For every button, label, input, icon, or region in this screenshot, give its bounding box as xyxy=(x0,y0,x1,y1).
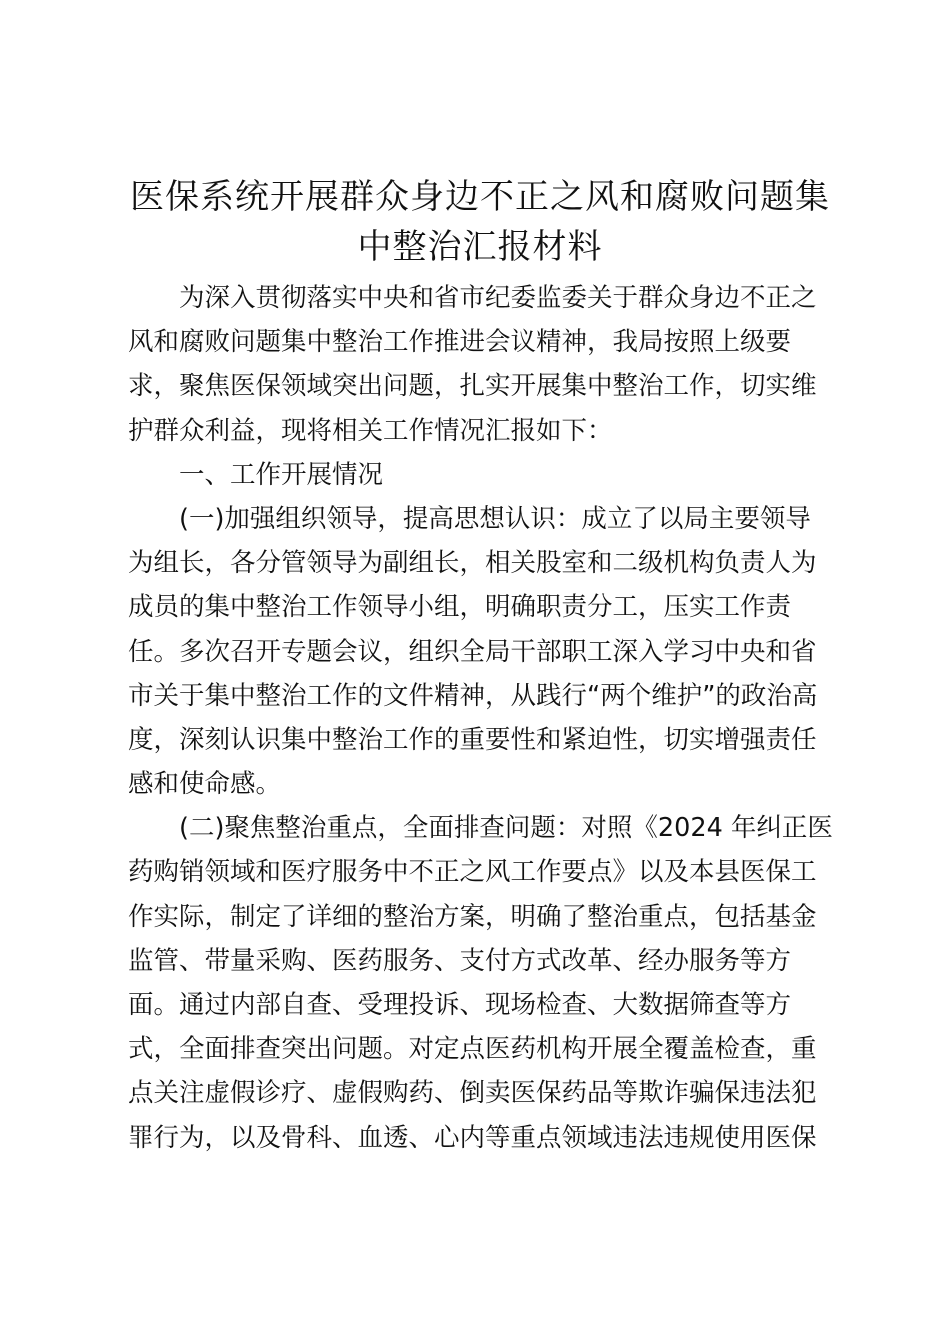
paragraph-focus xyxy=(128,806,833,1160)
paragraph-organization xyxy=(128,497,828,806)
text-line: 药购销领域和医疗服务中不正之风工作要点》以及本县医保工 xyxy=(128,857,817,888)
text-line: 作实际，制定了详细的整治方案，明确了整治重点，包括基金 xyxy=(128,901,817,932)
text-line: (二)聚焦整治重点，全面排查问题：对照《2024 年纠正医 xyxy=(179,813,833,844)
text-line: 罪行为，以及骨科、血透、心内等重点领域违法违规使用医保 xyxy=(128,1122,817,1153)
text-line: 度，深刻认识集中整治工作的重要性和紧迫性，切实增强责任 xyxy=(128,724,817,755)
text-line: 风和腐败问题集中整治工作推进会议精神，我局按照上级要 xyxy=(128,327,792,358)
text-line: 成员的集中整治工作领导小组，明确职责分工，压实工作责 xyxy=(128,592,792,623)
title-line-1: 医保系统开展群众身边不正之风和腐败问题集 xyxy=(130,177,830,217)
text-line: 感和使命感。 xyxy=(128,769,282,800)
text-line: 为组长，各分管领导为副组长，相关股室和二级机构负责人为 xyxy=(128,548,817,579)
text-line: 点关注虚假诊疗、虚假购药、倒卖医保药品等欺诈骗保违法犯 xyxy=(128,1078,817,1109)
text-line: 监管、带量采购、医药服务、支付方式改革、经办服务等方 xyxy=(128,945,792,976)
document-title xyxy=(120,172,840,272)
text-line: (一)加强组织领导，提高思想认识：成立了以局主要领导 xyxy=(179,503,811,534)
title-line-2: 中整治汇报材料 xyxy=(357,227,603,267)
text-line: 市关于集中整治工作的文件精神，从践行“两个维护”的政治高 xyxy=(128,680,818,711)
document-body xyxy=(128,276,833,1160)
text-line: 护群众利益，现将相关工作情况汇报如下： xyxy=(128,415,613,446)
text-line: 求，聚焦医保领域突出问题，扎实开展集中整治工作，切实维 xyxy=(128,371,817,402)
section-heading-1 xyxy=(128,453,828,497)
text-line: 为深入贯彻落实中央和省市纪委监委关于群众身边不正之 xyxy=(179,283,817,313)
text-line: 面。通过内部自查、受理投诉、现场检查、大数据筛查等方 xyxy=(128,990,792,1020)
paragraph-intro xyxy=(128,276,828,453)
text-line: 式，全面排查突出问题。对定点医药机构开展全覆盖检查，重 xyxy=(128,1034,817,1065)
heading-text: 一、工作开展情况 xyxy=(179,459,384,490)
text-line: 任。多次召开专题会议，组织全局干部职工深入学习中央和省 xyxy=(128,636,817,667)
